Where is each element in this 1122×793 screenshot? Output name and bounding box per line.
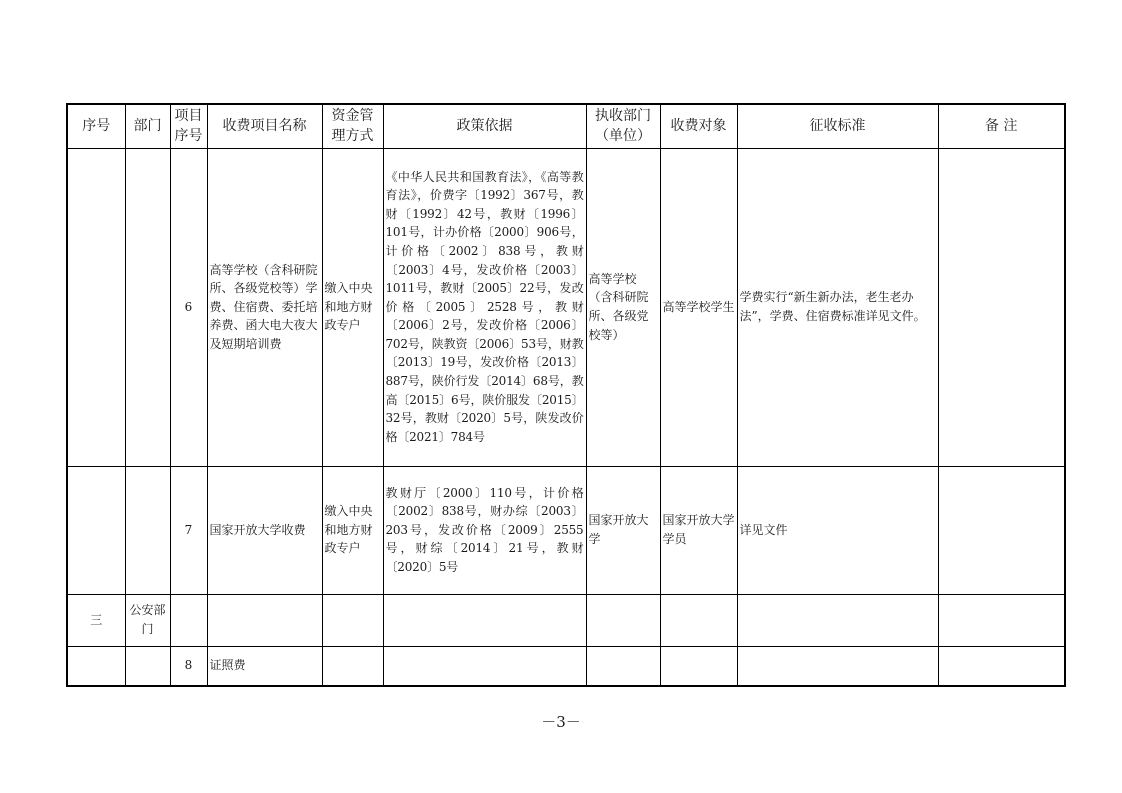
header-remark: 备 注 (938, 104, 1065, 148)
cell-fund-mgmt: 缴入中央和地方财政专户 (322, 466, 383, 594)
cell-collector: 国家开放大学 (586, 466, 660, 594)
header-fund-mgmt (322, 104, 383, 148)
table-row (67, 646, 1065, 686)
header-fund-mgmt-line2: 理方式 (331, 128, 374, 145)
cell-collector: 高等学校（含科研院所、各级党校等） (586, 148, 660, 466)
header-item-seq-line1: 项目 (174, 108, 203, 125)
header-collector-line1: 执收部门 (595, 108, 651, 125)
cell-target: 高等学校学生 (660, 148, 737, 466)
fee-table (66, 103, 1066, 687)
table-row (67, 466, 1065, 594)
cell-remark (938, 594, 1065, 646)
cell-policy: 《中华人民共和国教育法》，《高等教育法》，价费字〔1992〕367号，教财〔1992〕42号，教财〔1996〕101号，计办价格〔2000〕906号，计价格〔2002〕838号，教财〔2003〕4号，发改价格〔2003〕1011号，教财〔2005〕22号，发改价格〔2005〕2528号，教财〔2006〕2号，发改价格〔2006〕702号，陕教资〔2006〕53号，财教〔2013〕19号，发改价格〔2013〕887号，陕价行发〔2014〕68号，教高〔2015〕6号，陕价服发〔2015〕32号，教财〔2020〕5号，陕发改价格〔2021〕784号 (383, 148, 586, 466)
header-collector-line2: （单位） (595, 128, 651, 145)
cell-item-name (207, 594, 322, 646)
cell-policy: 教财厅〔2000〕110号，计价格〔2002〕838号，财办综〔2003〕203号，发改价格〔2009〕2555号，财综〔2014〕21号，教财〔2020〕5号 (383, 466, 586, 594)
cell-dept (125, 646, 170, 686)
header-item-name: 收费项目名称 (207, 104, 322, 148)
cell-remark (938, 646, 1065, 686)
cell-fund-mgmt: 缴入中央和地方财政专户 (322, 148, 383, 466)
cell-item-seq: 7 (170, 466, 207, 594)
header-seq: 序号 (67, 104, 125, 148)
cell-target (660, 646, 737, 686)
cell-dept (125, 466, 170, 594)
cell-dept (125, 148, 170, 466)
cell-item-seq (170, 594, 207, 646)
header-policy: 政策依据 (383, 104, 586, 148)
header-target: 收费对象 (660, 104, 737, 148)
cell-policy (383, 594, 586, 646)
header-standard: 征收标准 (737, 104, 938, 148)
cell-item-seq: 8 (170, 646, 207, 686)
cell-seq (67, 646, 125, 686)
table-row (67, 148, 1065, 466)
cell-dept: 公安部门 (125, 594, 170, 646)
cell-item-name: 国家开放大学收费 (207, 466, 322, 594)
table-header-row (67, 104, 1065, 148)
cell-collector (586, 646, 660, 686)
cell-standard: 详见文件 (737, 466, 938, 594)
cell-target: 国家开放大学学员 (660, 466, 737, 594)
cell-fund-mgmt (322, 646, 383, 686)
cell-remark (938, 148, 1065, 466)
cell-seq (67, 148, 125, 466)
cell-item-name: 证照费 (207, 646, 322, 686)
cell-item-seq: 6 (170, 148, 207, 466)
header-item-seq-line2: 序号 (174, 128, 203, 145)
cell-standard (737, 594, 938, 646)
cell-item-name: 高等学校（含科研院所、各级党校等）学费、住宿费、委托培养费、函大电大夜大及短期培训费 (207, 148, 322, 466)
header-collector (586, 104, 660, 148)
cell-policy (383, 646, 586, 686)
header-item-seq (170, 104, 207, 148)
cell-standard: 学费实行“新生新办法，老生老办法”，学费、住宿费标准详见文件。 (737, 148, 938, 466)
cell-fund-mgmt (322, 594, 383, 646)
header-dept: 部门 (125, 104, 170, 148)
table-row (67, 594, 1065, 646)
cell-target (660, 594, 737, 646)
header-fund-mgmt-line1: 资金管 (331, 108, 374, 125)
cell-seq: 三 (67, 594, 125, 646)
page-number: －3－ (541, 713, 581, 731)
cell-collector (586, 594, 660, 646)
cell-remark (938, 466, 1065, 594)
cell-standard (737, 646, 938, 686)
cell-seq (67, 466, 125, 594)
